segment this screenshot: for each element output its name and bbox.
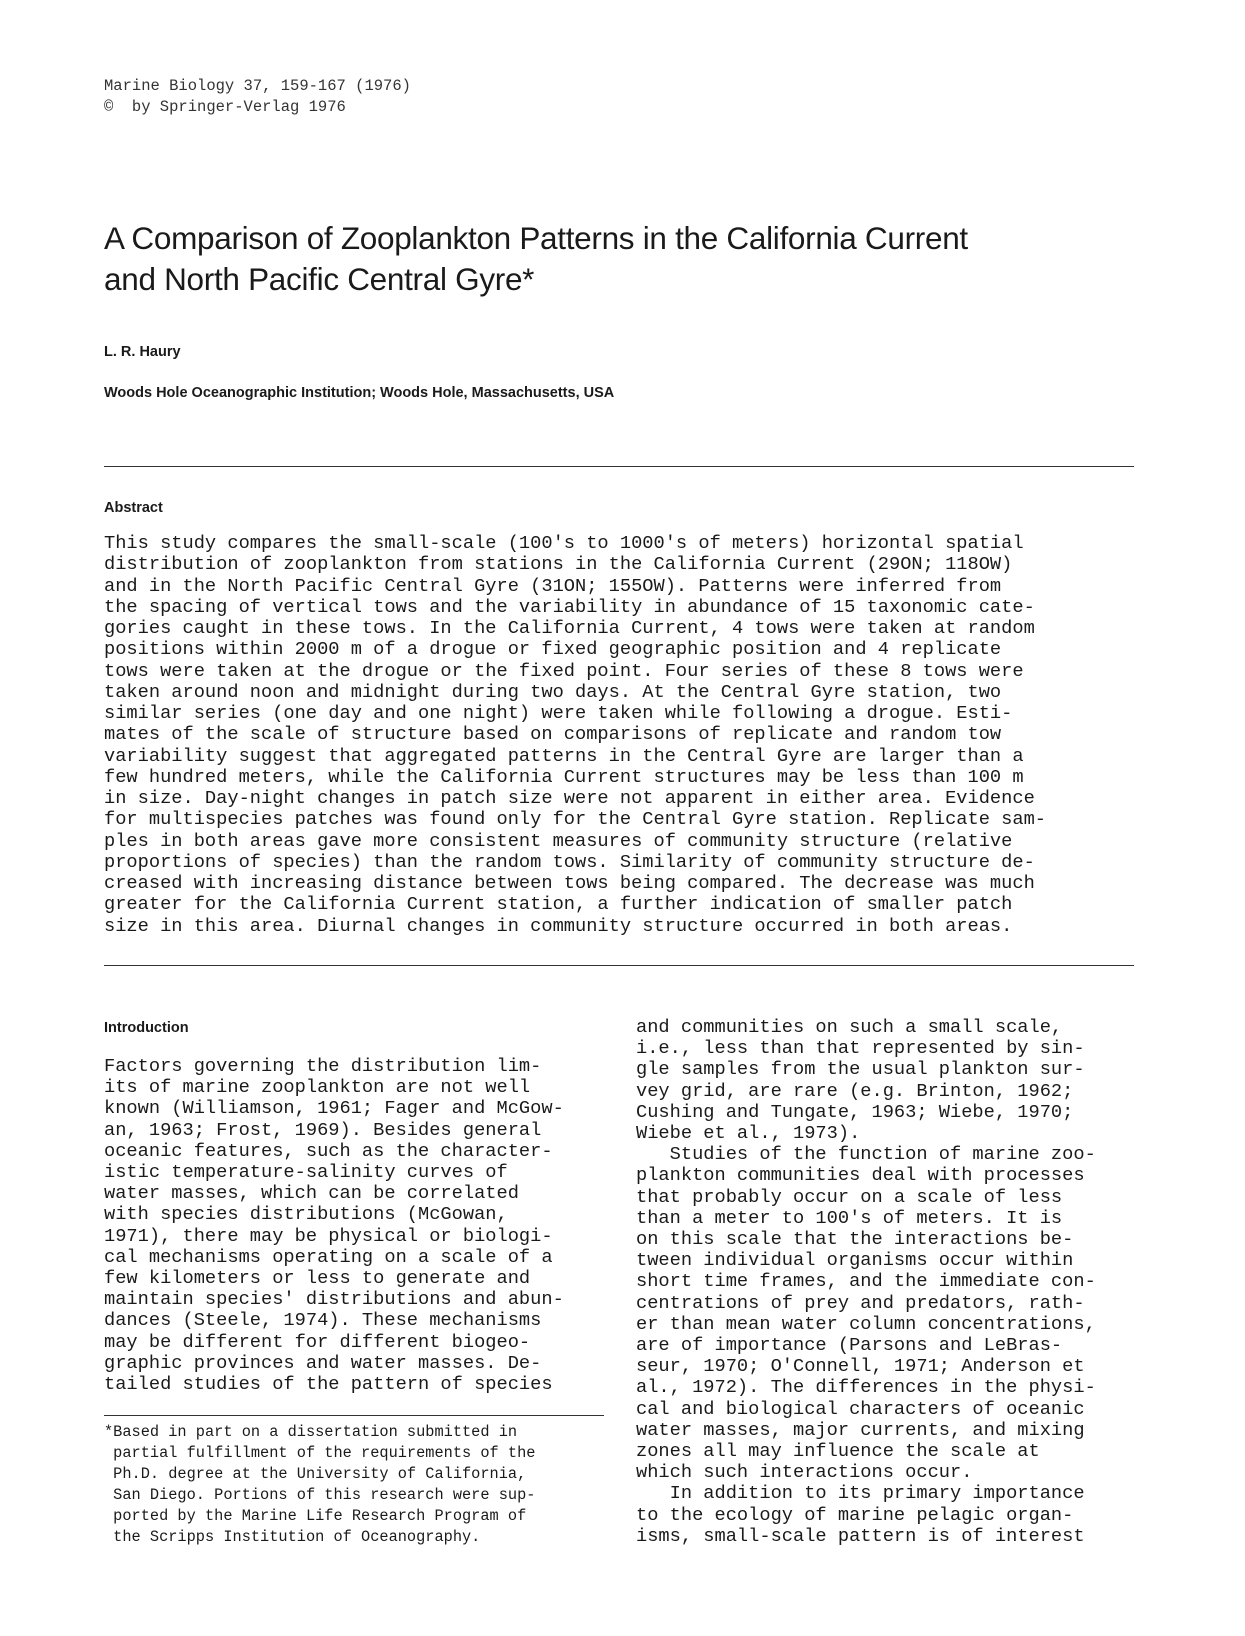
body-line: short time frames, and the immediate con- xyxy=(636,1270,1096,1293)
body-line: are of importance (Parsons and LeBras- xyxy=(636,1334,1063,1357)
copyright-line: © by Springer-Verlag 1976 xyxy=(104,98,346,116)
body-line: centrations of prey and predators, rath- xyxy=(636,1291,1085,1314)
footnote-line: partial fulfillment of the requirements of the xyxy=(104,1444,536,1463)
body-line: cal mechanisms operating on a scale of a xyxy=(104,1245,553,1268)
body-line: i.e., less than that represented by sin- xyxy=(636,1037,1085,1060)
body-line: al., 1972). The differences in the physi- xyxy=(636,1376,1096,1399)
body-line: Studies of the function of marine zoo- xyxy=(636,1143,1096,1166)
abstract-line: creased with increasing distance between tows being compared. The decrease was much xyxy=(104,872,1035,894)
title-line: A Comparison of Zooplankton Patterns in the California Current xyxy=(104,220,968,256)
body-line: than a meter to 100's of meters. It is xyxy=(636,1206,1063,1229)
abstract-body xyxy=(104,533,1046,937)
body-column-right xyxy=(636,1017,1096,1547)
body-line: In addition to its primary importance xyxy=(636,1482,1085,1505)
body-line: which such interactions occur. xyxy=(636,1461,973,1484)
footnote-divider xyxy=(104,1415,604,1416)
body-line: plankton communities deal with processes xyxy=(636,1164,1085,1187)
abstract-line: greater for the California Current station, a further indication of smaller patch xyxy=(104,893,1013,916)
body-line: graphic provinces and water masses. De- xyxy=(104,1351,542,1374)
body-line: cal and biological characters of oceanic xyxy=(636,1397,1085,1420)
body-line: its of marine zooplankton are not well xyxy=(104,1076,531,1099)
body-line: zones all may influence the scale at xyxy=(636,1440,1040,1463)
abstract-line: distribution of zooplankton from stations in the California Current (29ON; 118OW) xyxy=(104,553,1013,576)
body-line: Factors governing the distribution lim- xyxy=(104,1055,542,1077)
paper-title xyxy=(104,218,968,300)
body-line: to the ecology of marine pelagic organ- xyxy=(636,1503,1074,1526)
body-column-left xyxy=(104,1056,564,1395)
divider xyxy=(104,466,1134,467)
body-line: water masses, major currents, and mixing xyxy=(636,1418,1085,1441)
title-line: and North Pacific Central Gyre* xyxy=(104,261,535,297)
body-line: an, 1963; Frost, 1969). Besides general xyxy=(104,1118,542,1141)
body-line: gle samples from the usual plankton sur- xyxy=(636,1058,1085,1081)
body-line: dances (Steele, 1974). These mechanisms xyxy=(104,1309,542,1332)
journal-header xyxy=(104,76,411,118)
body-line: tween individual organisms occur within xyxy=(636,1249,1074,1272)
body-line: er than mean water column concentrations, xyxy=(636,1312,1096,1335)
body-line: seur, 1970; O'Connell, 1971; Anderson et xyxy=(636,1355,1085,1378)
affiliation: Woods Hole Oceanographic Institution; Woods Hole, Massachusetts, USA xyxy=(104,385,615,401)
body-line: and communities on such a small scale, xyxy=(636,1016,1063,1038)
introduction-heading: Introduction xyxy=(104,1020,189,1036)
abstract-line: positions within 2000 m of a drogue or fixed geographic position and 4 replicate xyxy=(104,638,1002,661)
body-line: with species distributions (McGowan, xyxy=(104,1203,508,1226)
body-line: may be different for different biogeo- xyxy=(104,1330,531,1353)
body-line: oceanic features, such as the character- xyxy=(104,1139,553,1162)
footnote-line: San Diego. Portions of this research were sup- xyxy=(104,1486,536,1505)
abstract-line: and in the North Pacific Central Gyre (31ON; 155OW). Patterns were inferred from xyxy=(104,574,1002,597)
journal-citation: Marine Biology 37, 159-167 (1976) xyxy=(104,77,411,95)
abstract-line: gories caught in these tows. In the California Current, 4 tows were taken at random xyxy=(104,617,1035,639)
abstract-line: the spacing of vertical tows and the variability in abundance of 15 taxonomic cate- xyxy=(104,595,1035,618)
footnote xyxy=(104,1422,535,1549)
body-line: maintain species' distributions and abun- xyxy=(104,1288,564,1311)
abstract-line: few hundred meters, while the California Current structures may be less than 100 m xyxy=(104,765,1024,788)
abstract-line: similar series (one day and one night) were taken while following a drogue. Esti- xyxy=(104,702,1013,724)
body-line: Wiebe et al., 1973). xyxy=(636,1122,861,1145)
abstract-heading: Abstract xyxy=(104,500,163,516)
body-line: known (Williamson, 1961; Fager and McGow- xyxy=(104,1097,564,1120)
abstract-line: size in this area. Diurnal changes in community structure occurred in both areas. xyxy=(104,914,1013,937)
body-line: isms, small-scale pattern is of interest xyxy=(636,1524,1085,1547)
body-line: 1971), there may be physical or biologi- xyxy=(104,1224,553,1247)
footnote-line: *Based in part on a dissertation submitted in xyxy=(104,1423,518,1441)
author-name: L. R. Haury xyxy=(104,344,181,360)
footnote-line: the Scripps Institution of Oceanography. xyxy=(104,1528,481,1547)
abstract-line: variability suggest that aggregated patterns in the Central Gyre are larger than a xyxy=(104,744,1024,767)
abstract-line: This study compares the small-scale (100's to 1000's of meters) horizontal spatial xyxy=(104,532,1024,554)
divider xyxy=(104,965,1134,966)
abstract-line: for multispecies patches was found only for the Central Gyre station. Replicate sam- xyxy=(104,808,1047,831)
abstract-line: taken around noon and midnight during two days. At the Central Gyre station, two xyxy=(104,680,1002,703)
body-line: vey grid, are rare (e.g. Brinton, 1962; xyxy=(636,1079,1074,1102)
body-line: istic temperature-salinity curves of xyxy=(104,1161,508,1184)
abstract-line: ples in both areas gave more consistent measures of community structure (relative xyxy=(104,829,1013,852)
footnote-line: Ph.D. degree at the University of California, xyxy=(104,1465,527,1484)
body-line: few kilometers or less to generate and xyxy=(104,1267,531,1290)
abstract-line: tows were taken at the drogue or the fixed point. Four series of these 8 tows were xyxy=(104,659,1024,682)
footnote-line: ported by the Marine Life Research Program of xyxy=(104,1507,527,1526)
abstract-line: in size. Day-night changes in patch size were not apparent in either area. Evidence xyxy=(104,787,1035,809)
body-line: on this scale that the interactions be- xyxy=(636,1228,1074,1251)
abstract-line: mates of the scale of structure based on comparisons of replicate and random tow xyxy=(104,723,1002,746)
body-line: that probably occur on a scale of less xyxy=(636,1185,1063,1208)
body-line: Cushing and Tungate, 1963; Wiebe, 1970; xyxy=(636,1100,1074,1123)
body-line: water masses, which can be correlated xyxy=(104,1182,519,1205)
body-line: tailed studies of the pattern of species xyxy=(104,1373,553,1396)
abstract-line: proportions of species) than the random tows. Similarity of community structure de- xyxy=(104,850,1035,873)
